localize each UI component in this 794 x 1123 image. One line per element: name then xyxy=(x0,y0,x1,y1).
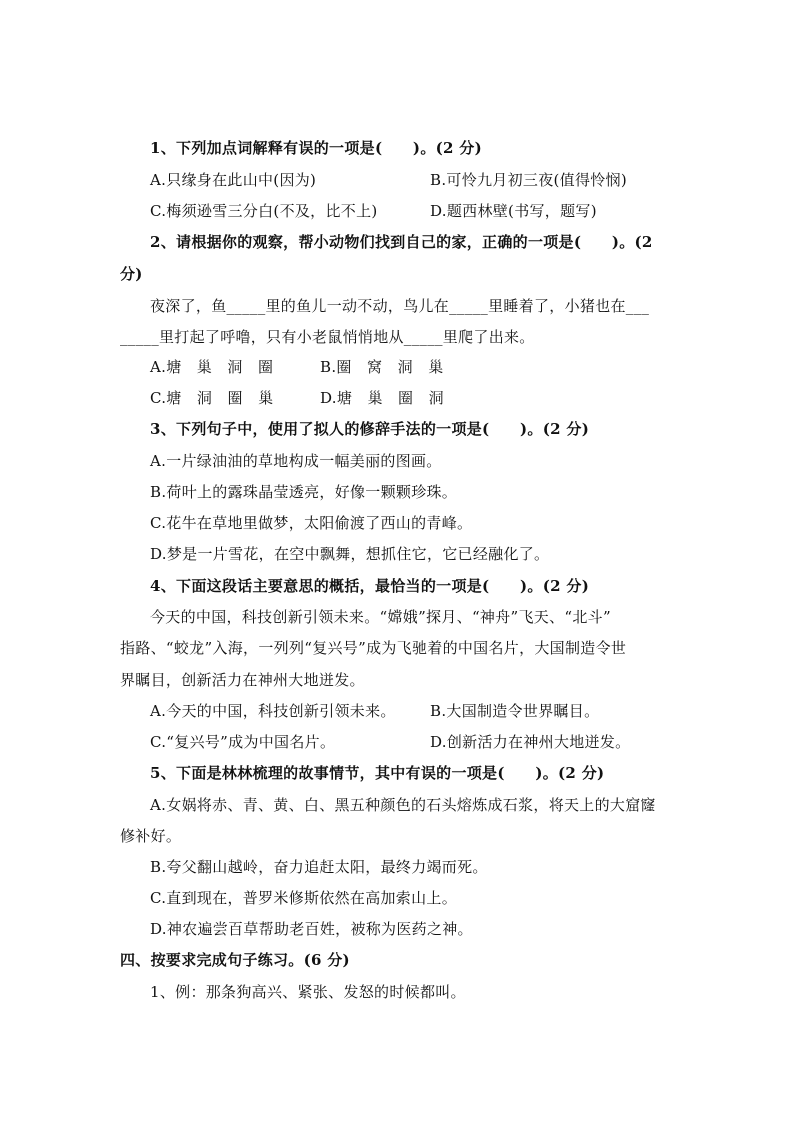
question-2-option-d: D.塘 巢 圈 洞 xyxy=(320,389,444,407)
question-5-option-a-continued: 修补好。 xyxy=(120,827,182,845)
question-1-option-c: C.梅须逊雪三分白(不及，比不上) xyxy=(150,202,378,220)
question-1-option-b: B.可怜九月初三夜(值得怜悯) xyxy=(430,171,627,189)
question-5-option-b: B.夸父翻山越岭，奋力追赶太阳，最终力竭而死。 xyxy=(150,858,488,876)
question-5-option-a: A.女娲将赤、青、黄、白、黑五种颜色的石头熔炼成石浆，将天上的大窟窿 xyxy=(150,796,656,814)
section-4-heading: 四、按要求完成句子练习。(6 分) xyxy=(120,951,350,969)
question-3-option-d: D.梦是一片雪花，在空中飘舞，想抓住它，它已经融化了。 xyxy=(150,545,550,563)
question-2-stem: 2、请根据你的观察，帮小动物们找到自己的家，正确的一项是( )。(2 xyxy=(150,233,653,251)
question-2-stem-continued: 分) xyxy=(120,265,143,283)
question-1-option-d: D.题西林壁(书写，题写) xyxy=(430,202,597,220)
question-4-option-a: A.今天的中国，科技创新引领未来。 xyxy=(150,702,396,720)
question-1-stem: 1、下列加点词解释有误的一项是( )。(2 分) xyxy=(150,139,482,157)
question-4-option-c: C.“复兴号”成为中国名片。 xyxy=(150,733,336,751)
section-4-item-1: 1、例：那条狗高兴、紧张、发怒的时候都叫。 xyxy=(150,983,466,1001)
question-4-passage-line-3: 界瞩目，创新活力在神州大地迸发。 xyxy=(120,671,365,689)
question-4-option-d: D.创新活力在神州大地迸发。 xyxy=(430,733,631,751)
question-1-option-a: A.只缘身在此山中(因为) xyxy=(150,171,317,189)
question-4-option-b: B.大国制造令世界瞩目。 xyxy=(430,702,600,720)
question-5-option-c: C.直到现在，普罗米修斯依然在高加索山上。 xyxy=(150,889,458,907)
question-4-stem: 4、下面这段话主要意思的概括，最恰当的一项是( )。(2 分) xyxy=(150,577,590,595)
question-3-stem: 3、下列句子中，使用了拟人的修辞手法的一项是( )。(2 分) xyxy=(150,420,590,438)
question-4-passage-line-2: 指路、“蛟龙”入海，一列列“复兴号”成为飞驰着的中国名片，大国制造令世 xyxy=(120,639,627,657)
question-5-option-d: D.神农遍尝百草帮助老百姓，被称为医药之神。 xyxy=(150,920,473,938)
question-2-passage-continued: _____里打起了呼噜，只有小老鼠悄悄地从_____里爬了出来。 xyxy=(120,328,535,346)
question-3-option-a: A.一片绿油油的草地构成一幅美丽的图画。 xyxy=(150,452,442,470)
question-3-option-c: C.花牛在草地里做梦，太阳偷渡了西山的青峰。 xyxy=(150,514,473,532)
question-2-option-c: C.塘 洞 圈 巢 xyxy=(150,389,274,407)
question-2-option-b: B.圈 窝 洞 巢 xyxy=(320,358,444,376)
question-2-passage: 夜深了，鱼_____里的鱼儿一动不动，鸟儿在_____里睡着了，小猪也在___ xyxy=(150,297,650,315)
question-5-stem: 5、下面是林林梳理的故事情节，其中有误的一项是( )。(2 分) xyxy=(150,764,605,782)
question-3-option-b: B.荷叶上的露珠晶莹透亮，好像一颗颗珍珠。 xyxy=(150,483,458,501)
question-2-option-a: A.塘 巢 洞 圈 xyxy=(150,358,274,376)
question-4-passage: 今天的中国，科技创新引领未来。“嫦娥”探月、“神舟”飞天、“北斗” xyxy=(150,608,611,626)
